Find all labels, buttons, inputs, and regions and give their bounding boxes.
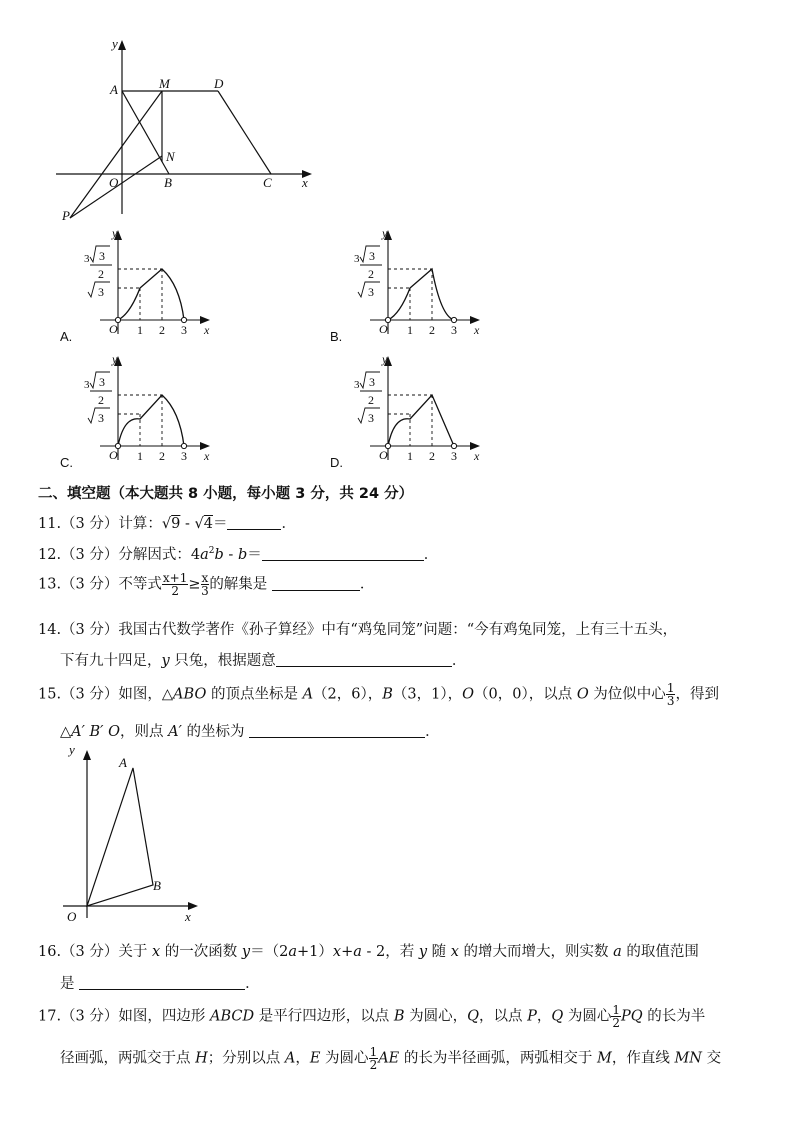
open-point-end xyxy=(451,317,456,322)
function-curve xyxy=(388,269,454,320)
guides xyxy=(388,269,432,320)
q13-prefix: 13.（3 分）不等式 xyxy=(38,576,162,593)
peak-radicand: 3 xyxy=(99,375,105,389)
option-b-label[interactable]: B. xyxy=(330,329,343,344)
tick-2: 2 xyxy=(159,323,165,336)
tick-1: 1 xyxy=(407,323,413,336)
label-C: C xyxy=(263,175,272,190)
tick-1: 1 xyxy=(407,449,413,462)
trapezoid-figure xyxy=(50,36,320,226)
question-17-line-2: 径画弧，两弧交于点 H；分别以点 A，E 为圆心 $\frac{1}{2}$ AE 的长为半径画弧，两弧相交于 M，作直线 MN 交 xyxy=(60,1045,722,1072)
label-origin: O xyxy=(109,448,118,462)
mid-radicand: 3 xyxy=(98,411,104,425)
label-A: A xyxy=(119,755,127,770)
q13-fraction-1: $\frac{x+1}{2}$ xyxy=(162,571,188,598)
label-B: B xyxy=(153,878,161,893)
label-y: y xyxy=(112,226,118,240)
question-14-line-1: 14.（3 分）我国古代数学著作《孙子算经》中有“鸡兔同笼”问题：“今有鸡兔同笼，上有三十五头， xyxy=(38,622,678,638)
function-curve xyxy=(118,269,184,320)
q16-answer-blank[interactable] xyxy=(79,975,245,990)
function-curve xyxy=(118,395,184,446)
q11-answer-blank[interactable] xyxy=(227,515,281,530)
q12-answer-blank[interactable] xyxy=(262,546,424,561)
peak-coefficient: 3 xyxy=(84,379,90,391)
label-x: x xyxy=(474,323,480,336)
q15-fraction: $\frac{1}{3}$ xyxy=(666,681,675,708)
label-x: x xyxy=(185,909,191,924)
peak-denominator: 2 xyxy=(98,267,104,281)
peak-coefficient: 3 xyxy=(354,379,360,391)
peak-radicand: 3 xyxy=(369,375,375,389)
tick-1: 1 xyxy=(137,323,143,336)
mid-radicand: 3 xyxy=(368,411,374,425)
peak-radicand: 3 xyxy=(369,249,375,263)
open-point-end xyxy=(451,443,456,448)
q13-fraction-2: $\frac{x}{3}$ xyxy=(201,571,209,598)
tick-3: 3 xyxy=(451,449,457,462)
question-15-line-2: △A′ B′ O，则点 A′ 的坐标为 ． xyxy=(60,724,440,740)
section-title: 二、填空题（本大题共 8 小题，每小题 3 分，共 24 分） xyxy=(38,486,414,502)
label-y: y xyxy=(112,352,118,366)
tick-2: 2 xyxy=(429,449,435,462)
segment-DC xyxy=(218,91,271,174)
tick-3: 3 xyxy=(181,449,187,462)
mid-radicand: 3 xyxy=(98,285,104,299)
tick-2: 2 xyxy=(159,449,165,462)
option-a-label[interactable]: A. xyxy=(60,329,73,344)
peak-radicand: 3 xyxy=(99,249,105,263)
q12-prefix: 12.（3 分）分解因式： xyxy=(38,547,191,563)
label-P: P xyxy=(62,208,70,223)
peak-denominator: 2 xyxy=(368,267,374,281)
label-origin: O xyxy=(379,448,388,462)
question-17-line-1: 17.（3 分）如图，四边形 ABCD 是平行四边形，以点 B 为圆心，Q，以点 P，Q 为圆心 $\frac{1}{2}$ PQ 的长为半 xyxy=(38,1003,706,1030)
mid-radicand: 3 xyxy=(368,285,374,299)
label-x: x xyxy=(204,323,210,336)
label-D: D xyxy=(214,76,224,91)
label-N: N xyxy=(166,149,175,164)
option-b-graph xyxy=(350,224,490,336)
q15-answer-blank[interactable] xyxy=(249,723,425,738)
question-13: 13.（3 分）不等式 $\frac{x+1}{2}$ ≥ $\frac{x}{3}$ 的解集是 ． xyxy=(38,571,375,598)
question-14-line-2: 下有九十四足，y 只兔，根据题意 ． xyxy=(60,653,467,669)
label-origin: O xyxy=(379,322,388,336)
label-y: y xyxy=(382,226,388,240)
label-origin: O xyxy=(109,322,118,336)
open-point-end xyxy=(181,443,186,448)
tick-1: 1 xyxy=(137,449,143,462)
label-y: y xyxy=(382,352,388,366)
label-x: x xyxy=(302,175,308,190)
function-curve xyxy=(388,395,454,446)
label-y: y xyxy=(112,36,118,51)
option-d-label[interactable]: D. xyxy=(330,455,343,470)
label-y: y xyxy=(69,742,75,757)
triangle-abo-figure xyxy=(55,740,205,925)
question-16-line-1: 16.（3 分）关于 x 的一次函数 y＝（2a+1）x+a - 2，若 y 随 x 的增大而增大，则实数 a 的取值范围 xyxy=(38,944,699,960)
guides xyxy=(118,269,162,320)
q17-fraction-2: $\frac{1}{2}$ xyxy=(369,1045,378,1072)
option-a-graph xyxy=(80,224,220,336)
peak-coefficient: 3 xyxy=(354,253,360,265)
tick-3: 3 xyxy=(451,323,457,336)
label-x: x xyxy=(204,449,210,462)
q14-answer-blank[interactable] xyxy=(276,652,452,667)
option-d-graph xyxy=(350,350,490,462)
label-O: O xyxy=(109,175,119,190)
label-O: O xyxy=(67,909,77,924)
peak-denominator: 2 xyxy=(98,393,104,407)
peak-denominator: 2 xyxy=(368,393,374,407)
q17-fraction-1: $\frac{1}{2}$ xyxy=(612,1003,621,1030)
segment-MP xyxy=(70,91,162,218)
q11-radicand-2: 4 xyxy=(203,516,213,532)
question-12: 12.（3 分）分解因式：$4a^2b - b=$ ． xyxy=(38,546,439,563)
tick-3: 3 xyxy=(181,323,187,336)
tick-2: 2 xyxy=(429,323,435,336)
q11-prefix: 11.（3 分）计算： xyxy=(38,516,162,532)
triangle-ABO xyxy=(87,768,153,906)
question-16-line-2: 是 ． xyxy=(60,976,260,992)
question-15-line-1: 15.（3 分）如图，△ABO 的顶点坐标是 A（2，6），B（3，1），O（0，0），以点 O 为位似中心 $\frac{1}{3}$ ，得到 xyxy=(38,681,719,708)
q13-answer-blank[interactable] xyxy=(272,576,360,591)
label-M: M xyxy=(159,76,170,91)
open-point-end xyxy=(181,317,186,322)
label-x: x xyxy=(474,449,480,462)
q11-radicand-1: 9 xyxy=(171,516,181,532)
option-c-label[interactable]: C. xyxy=(60,455,73,470)
option-c-graph xyxy=(80,350,220,462)
label-A: A xyxy=(110,82,118,97)
question-11: 11.（3 分）计算：√9 - √4＝ ． xyxy=(38,516,296,532)
label-B: B xyxy=(164,175,172,190)
peak-coefficient: 3 xyxy=(84,253,90,265)
